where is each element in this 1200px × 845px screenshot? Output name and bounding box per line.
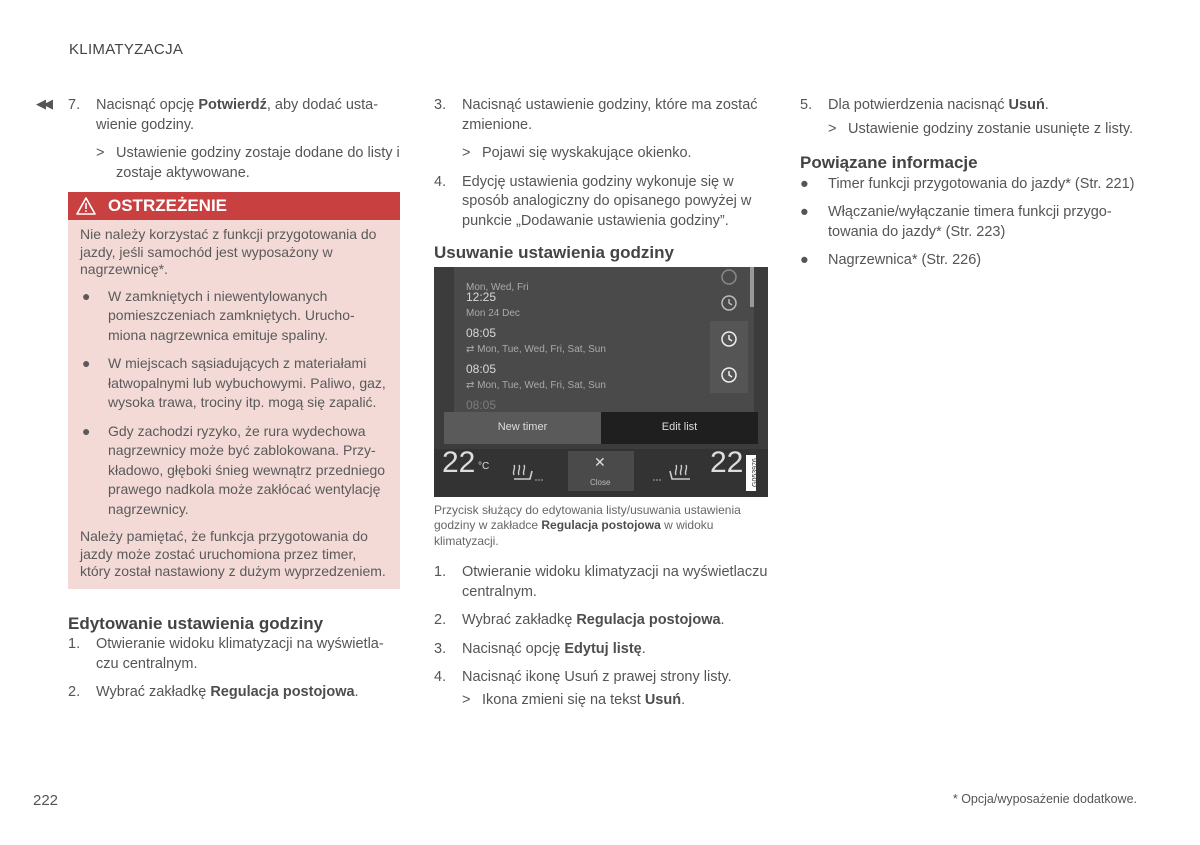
bullet-dot: ● <box>82 422 91 439</box>
caption-highlight: Regulacja postojowa <box>541 518 661 532</box>
bullet-dot: ● <box>800 252 809 268</box>
step-number: 4. <box>434 173 447 190</box>
footer-note: * Opcja/wyposażenie dodatkowe. <box>952 792 1137 806</box>
timer-time: 08:05 <box>466 397 497 412</box>
bullet-text: W zamkniętych i niewentylowanych pomieszczeniach zamkniętych. Uruchomiona nagrzewnica emituje spaliny. <box>108 287 355 343</box>
temp-unit: °C <box>478 460 490 472</box>
step-text: Nacisnąć opcję <box>462 640 565 657</box>
warning-header <box>68 192 400 220</box>
step-number: 4. <box>434 669 447 685</box>
timer-days: ⇄ Mon, Tue, Wed, Fri, Sat, Sun <box>466 343 606 355</box>
step-text-rest: . <box>720 612 725 628</box>
result-text: Ustawienie godziny zostaje dodane do listy i zostaje aktywowane. <box>116 145 400 181</box>
step-text: Wybrać zakładkę <box>462 612 577 628</box>
delete-option: Usuń <box>1008 97 1045 113</box>
page-header: KLIMATYZACJA <box>69 41 184 58</box>
step-text-rest: . <box>354 684 359 700</box>
warning-bullet <box>80 354 388 413</box>
timer-row[interactable] <box>434 357 768 393</box>
related-link[interactable]: Timer funkcji przygotowania do jazdy* (Str. 221) <box>828 175 1135 192</box>
warning-bullet <box>80 287 388 346</box>
step-7-result <box>68 144 400 183</box>
step-text-rest: , aby dodać ustawienie godziny. <box>96 97 379 133</box>
step-text: Wybrać zakładkę <box>96 684 211 700</box>
timer-time: 08:05 <box>466 325 497 340</box>
step-5-result <box>800 120 1135 140</box>
result-text: Ikona zmieni się na tekst <box>482 691 645 708</box>
timer-days: Mon, Wed, Fri <box>466 281 529 293</box>
page-number: 222 <box>33 792 59 809</box>
result-marker: > <box>828 120 837 137</box>
climate-bar <box>434 445 768 497</box>
step-7 <box>68 96 400 135</box>
warning-title: OSTRZEŻENIE <box>108 196 228 216</box>
step-number: 2. <box>434 612 447 628</box>
step-text: Nacisnąć opcję <box>96 97 199 113</box>
figure-code: G053976 <box>746 455 756 491</box>
step-4 <box>434 173 768 232</box>
timer-row[interactable] <box>434 321 768 357</box>
result-text: Pojawi się wyskakujące okienko. <box>482 145 692 161</box>
related-item[interactable] <box>800 175 1135 195</box>
remove-step-1 <box>434 563 768 602</box>
remove-step-4 <box>434 668 768 688</box>
timer-clock-icon[interactable] <box>710 321 748 357</box>
column-1 <box>68 96 400 712</box>
remove-step-4-result <box>434 691 768 711</box>
result-marker: > <box>462 691 471 708</box>
related-link[interactable]: Włączanie/wyłączanie timera funkcji przygotowania do jazdy* (Str. 223) <box>828 204 1112 240</box>
remove-heading: Usuwanie ustawienia godziny <box>434 243 674 262</box>
seat-heat-left-icon[interactable] <box>510 461 544 485</box>
edit-heading: Edytowanie ustawienia godziny <box>68 613 324 633</box>
result-text-rest: . <box>681 691 686 708</box>
center-display-screenshot <box>434 267 768 497</box>
related-item[interactable] <box>800 203 1135 242</box>
remove-step-3 <box>434 640 768 660</box>
temp-right[interactable]: 22 <box>710 445 744 479</box>
step-text: Otwieranie widoku klimatyzacji na wyświetlaczu centralnym. <box>462 564 768 600</box>
warning-outro: Należy pamiętać, że funkcja przygotowania do jazdy może zostać uruchomiona przez timer, który został nastawiony z dużym wyprzedzeniem. <box>80 528 386 579</box>
step-text-rest: . <box>1044 97 1049 113</box>
timer-days: ⇄ Mon, Tue, Wed, Fri, Sat, Sun <box>466 379 606 391</box>
warning-intro: Nie należy korzystać z funkcji przygotowania do jazdy, jeśli samochód jest wyposażony w nagrzewnicę*. <box>80 226 377 277</box>
timer-row[interactable] <box>434 285 768 321</box>
warning-body <box>68 220 400 589</box>
timer-days: Mon 24 Dec <box>466 307 520 319</box>
temp-left[interactable]: 22 <box>442 445 476 479</box>
edit-list-option: Edytuj listę <box>564 640 642 657</box>
step-5 <box>800 96 1135 116</box>
step-text-rest: . <box>641 640 646 657</box>
step-number: 5. <box>800 97 813 113</box>
close-button[interactable] <box>568 451 634 491</box>
column-3 <box>800 96 1135 280</box>
remove-step-2 <box>434 611 768 631</box>
step-number: 2. <box>68 684 81 700</box>
bullet-dot: ● <box>82 287 91 304</box>
result-marker: > <box>462 145 471 161</box>
bullet-text: W miejscach sąsiadujących z materiałami łatwopalnymi lub wybuchowymi. Paliwo, gaz, wysoka trawa, trociny itp. mogą się zapalić. <box>108 355 386 410</box>
related-link[interactable]: Nagrzewnica* (Str. 226) <box>828 252 982 268</box>
step-text: Nacisnąć ikonę Usuń z prawej strony listy. <box>462 669 732 685</box>
timer-time: 08:05 <box>466 361 497 376</box>
back-arrows-icon[interactable]: ◀◀ <box>36 96 50 111</box>
warning-triangle-icon <box>76 196 96 216</box>
figure-caption <box>434 503 768 550</box>
step-text: Edycję ustawienia godziny wykonuje się w sposób analogiczny do opisanego powyżej w punkcie „Dodawanie ustawienia godziny”. <box>462 173 752 229</box>
edit-step-2 <box>68 683 400 703</box>
column-2 <box>434 96 768 719</box>
list-scrollbar[interactable] <box>750 267 754 307</box>
related-heading: Powiązane informacje <box>800 153 978 172</box>
step-text: Nacisnąć ustawienie godziny, które ma zostać zmienione. <box>462 97 758 133</box>
edit-step-1 <box>68 635 400 674</box>
step-number: 1. <box>68 636 81 652</box>
new-timer-button[interactable]: New timer <box>444 412 601 444</box>
timer-clock-icon[interactable] <box>710 285 748 321</box>
step-text: Dla potwierdzenia nacisnąć <box>828 97 1009 113</box>
step-text: Otwieranie widoku klimatyzacji na wyświetlaczu centralnym. <box>96 636 384 672</box>
seat-heat-right-icon[interactable] <box>652 461 698 485</box>
step-3-result <box>434 144 768 164</box>
step-number: 7. <box>68 97 81 113</box>
confirm-option: Potwierdź <box>198 97 267 113</box>
caption-text: Przycisk służący do edytowania listy/usuwania ustawienia godziny w zakładce <box>434 502 741 532</box>
step-3 <box>434 96 768 135</box>
timer-time: 12:25 <box>466 289 497 304</box>
warning-bullet <box>80 422 388 520</box>
close-label: Close <box>590 477 611 487</box>
timer-clock-icon[interactable] <box>710 357 748 393</box>
caption-text-rest: w widoku klimatyzacji. <box>434 518 714 548</box>
bullet-dot: ● <box>82 355 91 371</box>
bullet-text: Gdy zachodzi ryzyko, że rura wydechowa nagrzewnicy może być zablokowana. Przykładowo, głęboki śnieg wewnątrz przedniego prawego nadkola może zakłócać wentylację nagrzewnicy. <box>108 422 386 517</box>
parking-climate-tab: Regulacja postojowa <box>210 684 355 700</box>
step-number: 1. <box>434 564 447 580</box>
related-item[interactable] <box>800 251 1135 271</box>
bullet-dot: ● <box>800 204 809 220</box>
parking-climate-tab: Regulacja postojowa <box>576 612 721 628</box>
step-number: 3. <box>434 97 447 113</box>
result-text: Ustawienie godziny zostanie usunięte z listy. <box>848 120 1134 137</box>
bullet-dot: ● <box>800 175 809 192</box>
delete-label: Usuń <box>644 691 682 708</box>
edit-list-button[interactable]: Edit list <box>601 412 758 444</box>
result-marker: > <box>96 145 105 161</box>
close-icon: ✕ <box>594 453 606 470</box>
step-number: 3. <box>434 640 447 657</box>
